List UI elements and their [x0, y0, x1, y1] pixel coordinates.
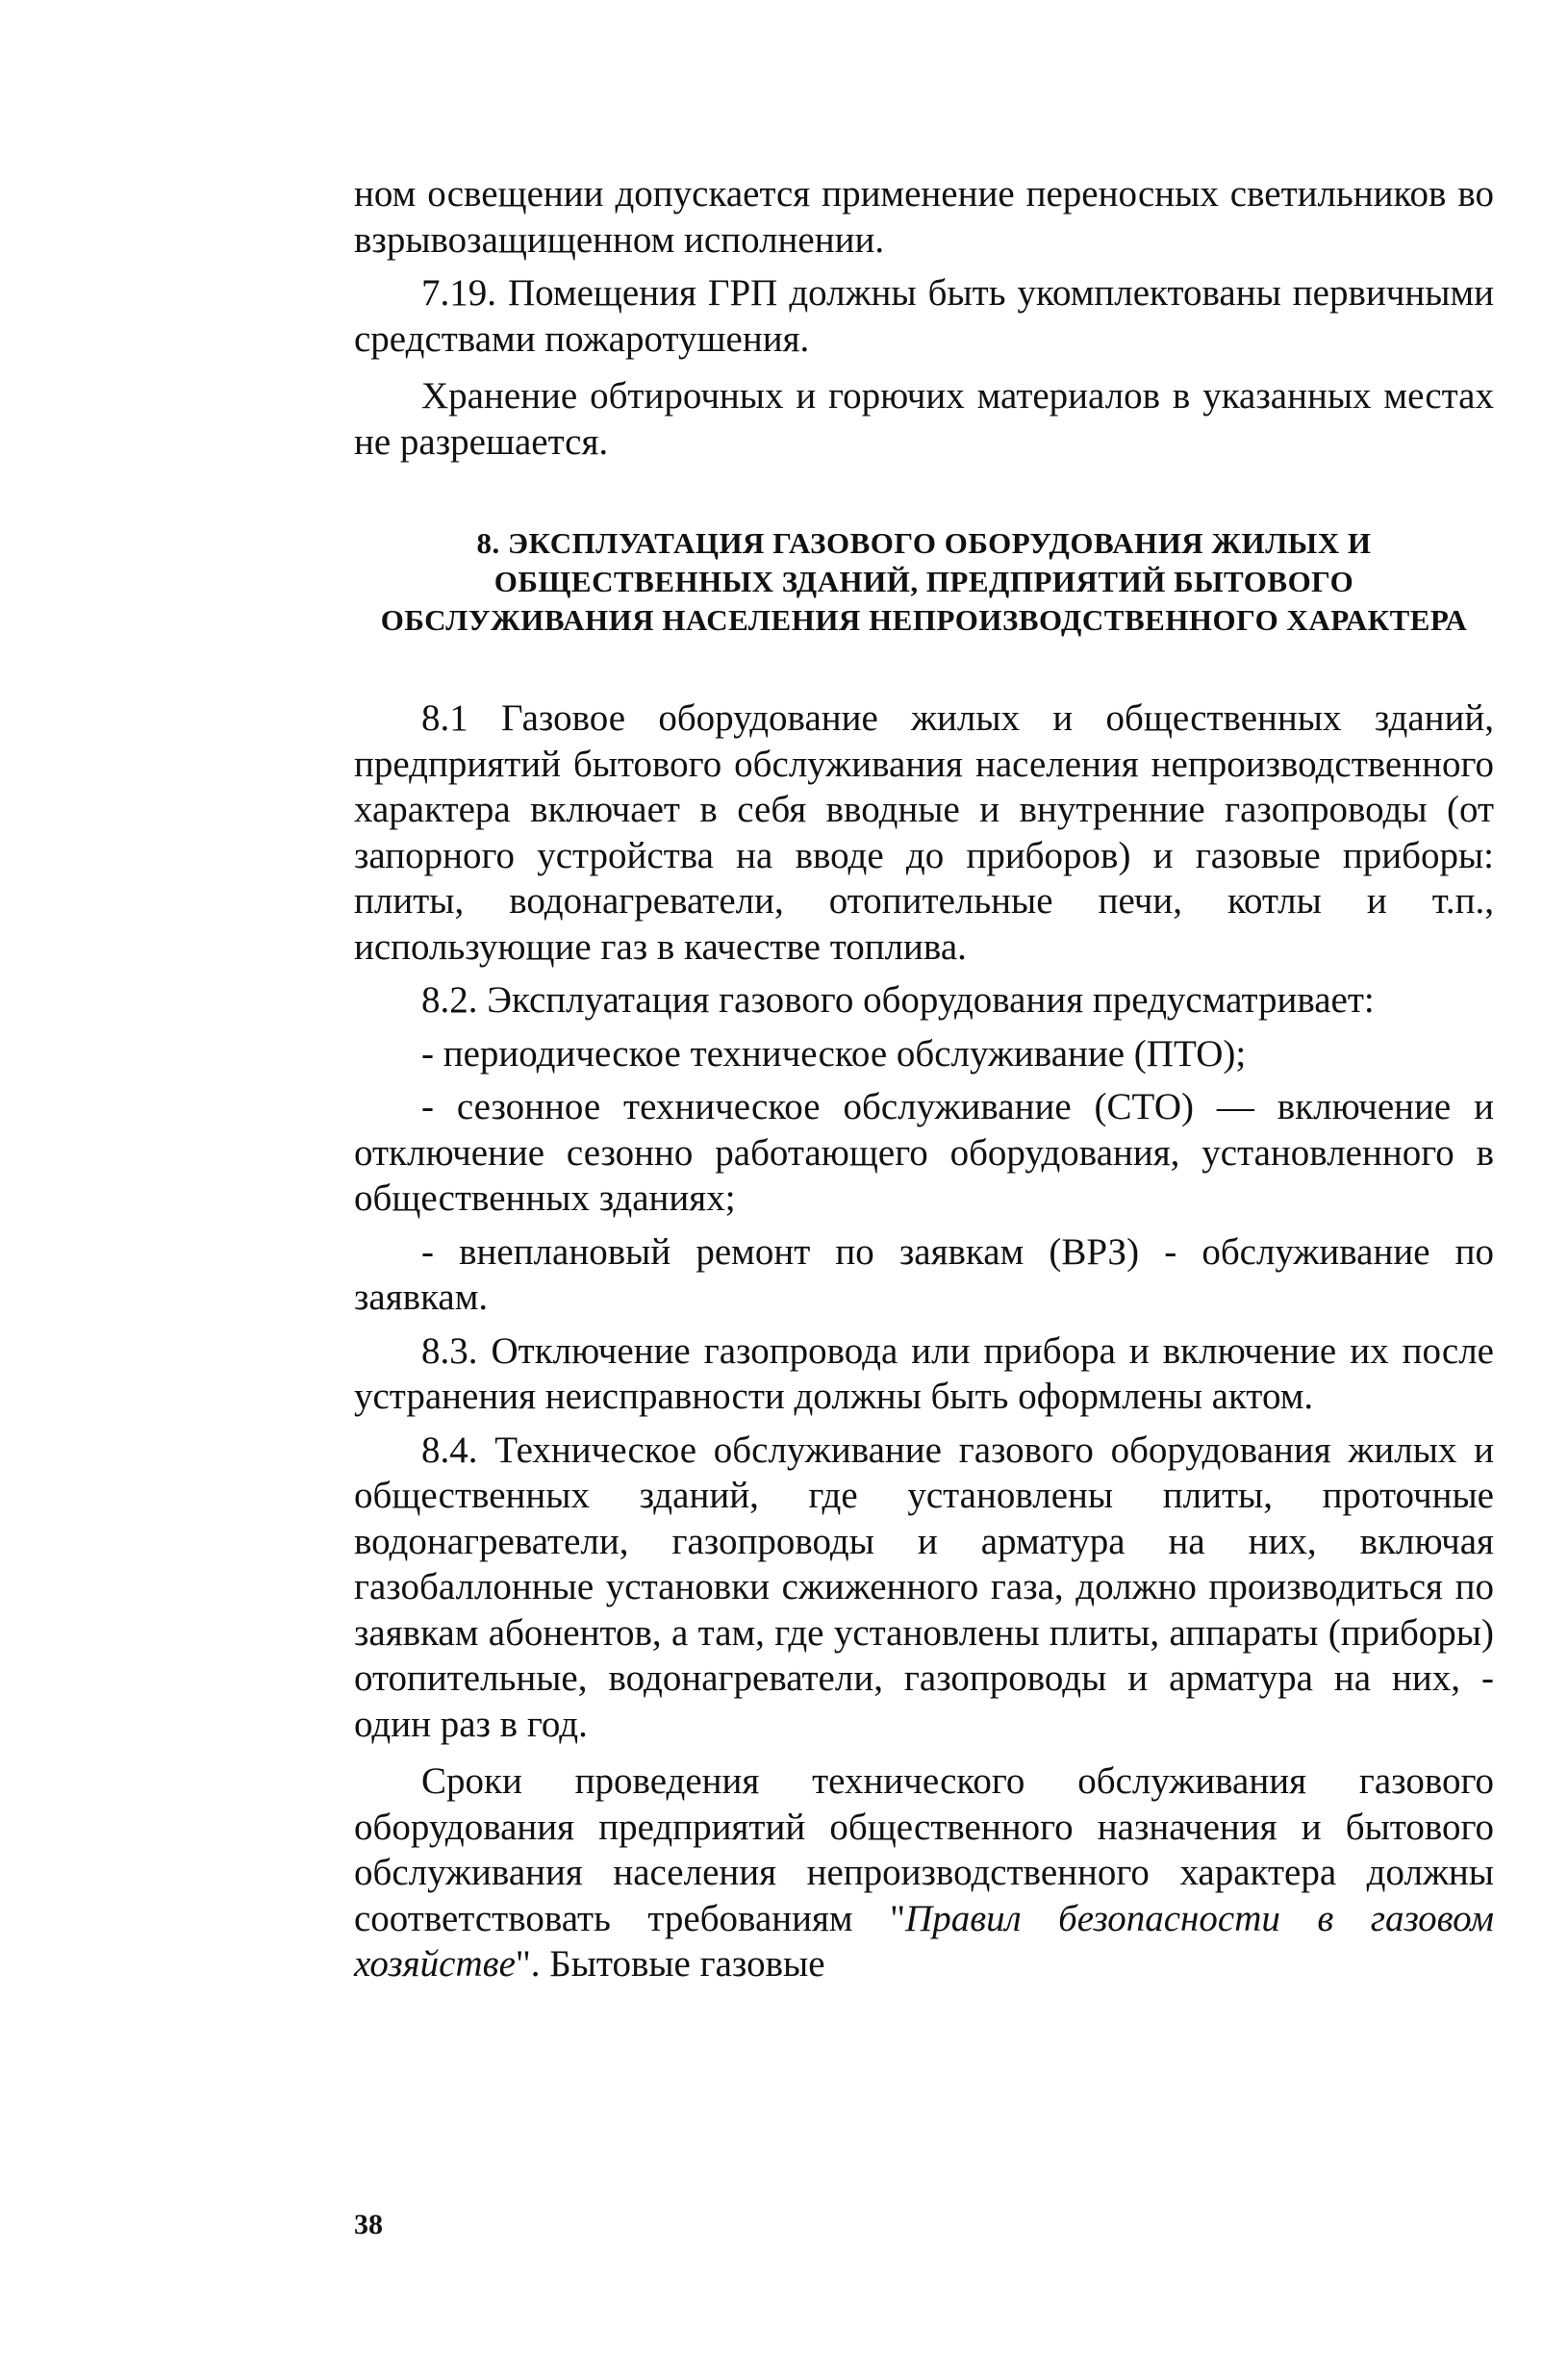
service-terms-text-start: Сроки проведения технического обслуживания газового оборудования предприятий общественного назначения и бытового обслуживания населения непроизводственного характера должны соответствовать требованиям " — [354, 1760, 1494, 1939]
section-heading: 8. ЭКСПЛУАТАЦИЯ ГАЗОВОГО ОБОРУДОВАНИЯ ЖИЛЫХ И ОБЩЕСТВЕННЫХ ЗДАНИЙ, ПРЕДПРИЯТИЙ БЫТОВОГО ОБСЛУЖИВАНИЯ НАСЕЛЕНИЯ НЕПРОИЗВОДСТВЕННОГО ХАРАКТЕРА — [380, 526, 1468, 637]
page-content — [354, 171, 1494, 1987]
paragraph-8-2: 8.2. Эксплуатация газового оборудования предусматривает: — [421, 979, 1375, 1021]
paragraph-8-1: 8.1 Газовое оборудование жилых и общественных зданий, предприятий бытового обслуживания населения непроизводственного характера включает в себя вводные и внутренние газопроводы (от запорного устройства на вводе до приборов) и газовые приборы: плиты, водонагреватели, отопительные печи, котлы и т.п., использующие газ в качестве топлива. — [354, 697, 1494, 968]
service-terms-text-end: ". Бытовые газовые — [515, 1943, 825, 1985]
paragraph-service-terms — [354, 1758, 1494, 1987]
rules-title-italic: Правил безопасности в газовом хозяйстве — [354, 1897, 1494, 1985]
page-number: 38 — [354, 2209, 383, 2240]
paragraph-8-4: 8.4. Техническое обслуживание газового оборудования жилых и общественных зданий, где установлены плиты, проточные водонагреватели, газопроводы и арматура на них, включая газобаллонные установки сжиженного газа, должно производиться по заявкам абонентов, а там, где установлены плиты, аппараты (приборы) отопительные, водонагреватели, газопроводы и арматура на них, - один раз в год. — [354, 1429, 1494, 1745]
paragraph-storage-rule: Хранение обтирочных и горючих материалов в указанных местах не разрешается. — [354, 375, 1494, 463]
list-item-vrz: - внеплановый ремонт по заявкам (ВРЗ) - обслуживание по заявкам. — [354, 1230, 1494, 1318]
paragraph-7-19: 7.19. Помещения ГРП должны быть укомплектованы первичными средствами пожаротушения. — [354, 272, 1494, 360]
paragraph-8-3: 8.3. Отключение газопровода или прибора и включение их после устранения неисправности должны быть оформлены актом. — [354, 1329, 1494, 1417]
paragraph-continuation: ном освещении допускается применение переносных светильников во взрывозащищенном исполнении. — [354, 173, 1494, 261]
list-item-pto: - периодическое техническое обслуживание (ПТО); — [421, 1032, 1247, 1075]
list-item-sto: - сезонное техническое обслуживание (СТО) — включение и отключение сезонно работающего оборудования, установленного в общественных зданиях; — [354, 1086, 1494, 1219]
